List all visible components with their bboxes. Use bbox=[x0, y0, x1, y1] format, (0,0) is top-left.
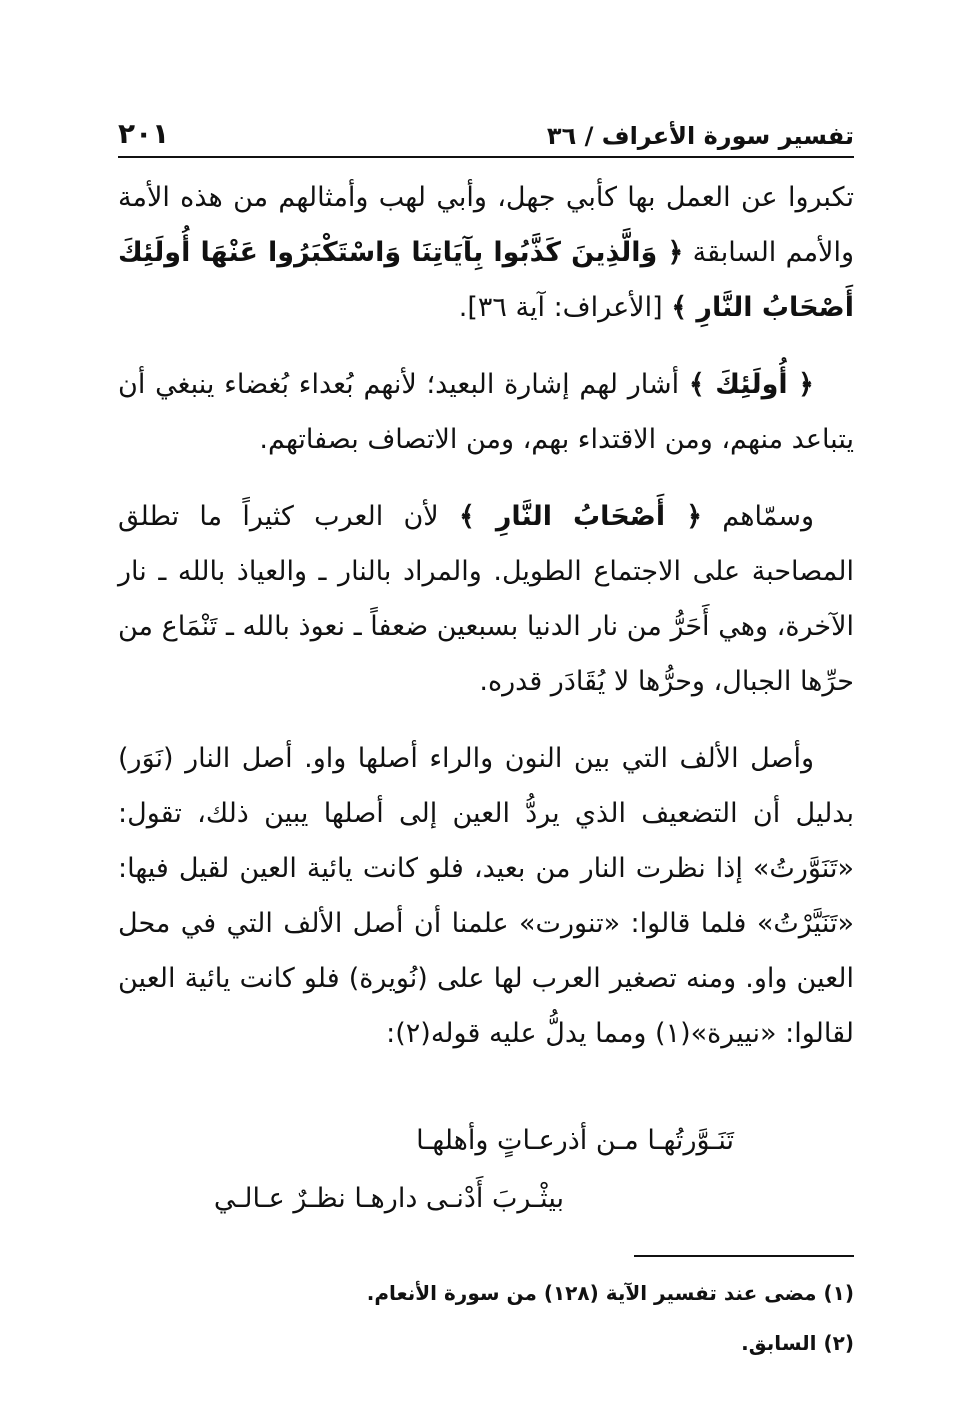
paragraph-2-text: أشار لهم إشارة البعيد؛ لأنهم بُعداء بُغضاء ينبغي أن يتباعد منهم، ومن الاقتداء بهم، ومن الاتصاف بصفاتهم. bbox=[118, 369, 854, 455]
quran-verse-1: ﴿ وَالَّذِينَ كَذَّبُوا بِآيَاتِنَا وَاسْتَكْبَرُوا عَنْهَا أُولَئِكَ أَصْحَابُ النَّارِ ﴾ bbox=[118, 237, 854, 323]
quran-phrase-3: ﴿ أَصْحَابُ النَّارِ ﴾ bbox=[458, 501, 703, 532]
paragraph-3 bbox=[118, 489, 854, 709]
main-text bbox=[118, 170, 854, 1083]
running-title: تفسير سورة الأعراف / ٣٦ bbox=[546, 122, 854, 150]
quran-word-2: ﴿ أُولَئِكَ ﴾ bbox=[688, 369, 814, 400]
poem-verse-2: بيثْـربَ أَدْنـى دارهـا نظـرٌ عـالـي bbox=[213, 1183, 564, 1214]
footnotes bbox=[118, 1268, 854, 1368]
footnote-1: (١) مضى عند تفسير الآية (١٢٨) من سورة الأنعام. bbox=[366, 1281, 854, 1305]
footnote-divider bbox=[634, 1255, 854, 1257]
paragraph-1 bbox=[118, 170, 854, 335]
footnote-2: (٢) السابق. bbox=[741, 1331, 854, 1355]
paragraph-1-text-a: تكبروا عن العمل بها كأبي جهل، وأبي لهب وأمثالهم من هذه الأمة والأمم السابقة bbox=[118, 182, 854, 268]
poem-verse-1: تَنَـوَّرتُهـا مـن أذرعـاتٍ وأهلهـا bbox=[416, 1125, 734, 1156]
paragraph-4: وأصل الألف التي بين النون والراء أصلها واو. أصل النار (نَوَر) بدليل أن التضعيف الذي يردُّ العين إلى أصلها يبين ذلك، تقول: «تَنَوَّرتُ» إذا نظرت النار من بعيد، فلو كانت يائية العين لقيل فيها: «تَنَيَّرْتُ» فلما قالوا: «تنورت» علمنا أن أصل الألف التي في محل العين واو. ومنه تصغير العرب لها على (نُويرة) فلو كانت يائية العين لقالوا: «نييرة»(١) ومما يدلُّ عليه قوله(٢): bbox=[118, 743, 854, 1049]
paragraph-2 bbox=[118, 357, 854, 467]
page-header bbox=[118, 100, 854, 158]
paragraph-3-text-b: لأن العرب كثيراً ما تطلق المصاحبة على الاجتماع الطويل. والمراد بالنار ـ والعياذ بالله ـ نار الآخرة، وهي أَحَرُّ من نار الدنيا بسبعين ضعفاً ـ نعوذ بالله ـ تَنْمَاع من حرِّها الجبال، وحرُّها لا يُقَادَر قدره. bbox=[118, 501, 854, 697]
paragraph-3-text-a: وسمّاهم bbox=[702, 501, 814, 532]
page-number: ٢٠١ bbox=[118, 117, 170, 150]
poem bbox=[118, 1112, 854, 1228]
paragraph-1-text-b: [الأعراف: آية ٣٦]. bbox=[458, 292, 672, 323]
